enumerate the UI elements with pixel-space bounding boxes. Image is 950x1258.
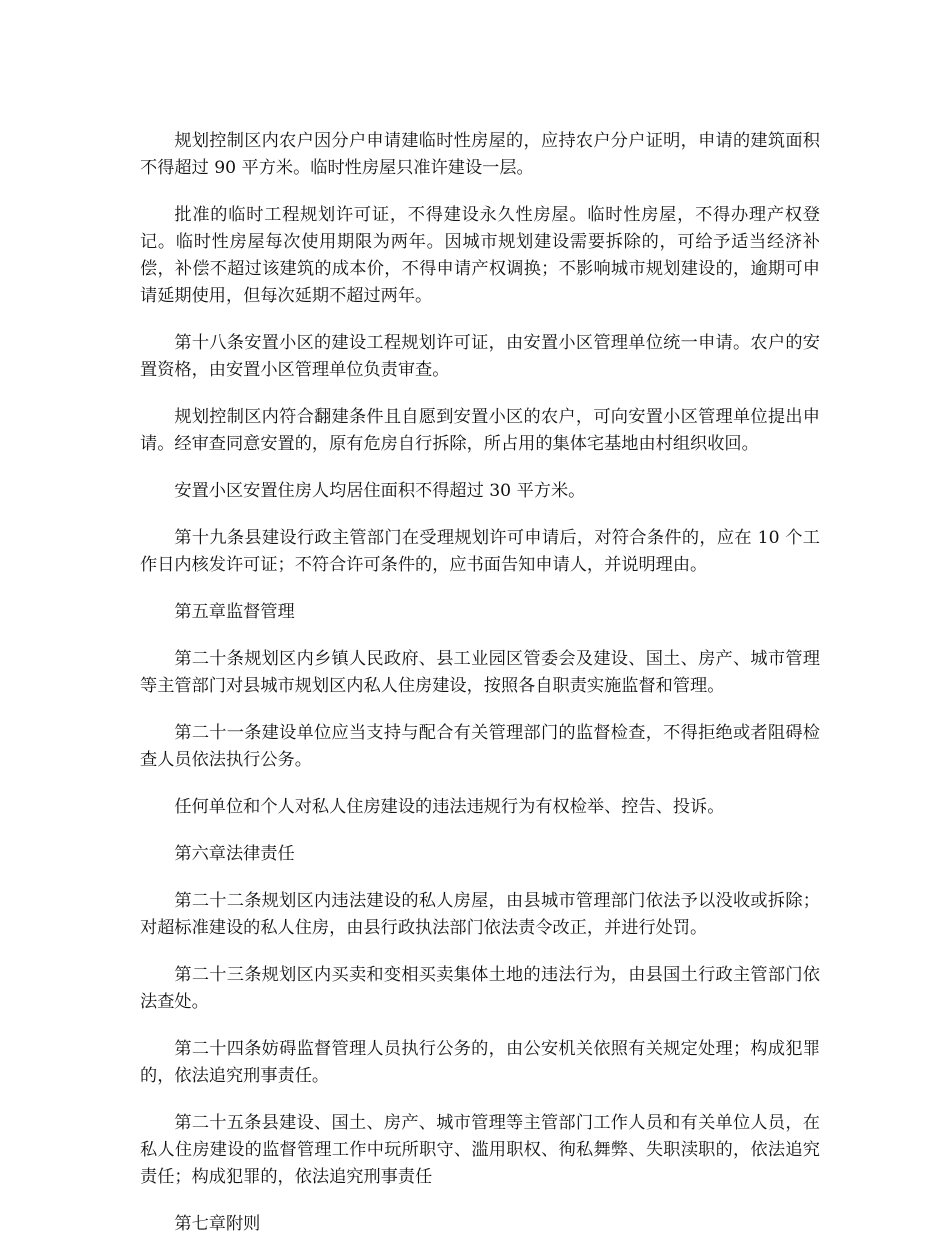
paragraph: 批准的临时工程规划许可证，不得建设永久性房屋。临时性房屋，不得办理产权登记。临时性房屋每次使用期限为两年。因城市规划建设需要拆除的，可给予适当经济补偿，补偿不超过该建筑的成本价，不得申请产权调换；不影响城市规划建设的，逾期可申请延期使用，但每次延期不超过两年。 [140, 205, 820, 306]
chapter-heading: 第五章监督管理 [174, 602, 295, 622]
paragraph: 第二十三条规划区内买卖和变相买卖集体土地的违法行为，由县国土行政主管部门依法查处。 [140, 965, 820, 1012]
paragraph: 第十九条县建设行政主管部门在受理规划许可申请后，对符合条件的，应在 10 个工作日内核发许可证；不符合许可条件的，应书面告知申请人，并说明理由。 [140, 528, 820, 575]
paragraph: 规划控制区内农户因分户申请建临时性房屋的，应持农户分户证明，申请的建筑面积不得超过 90 平方米。临时性房屋只准许建设一层。 [140, 131, 820, 178]
paragraph: 安置小区安置住房人均居住面积不得超过 30 平方米。 [174, 481, 586, 501]
paragraph: 第二十四条妨碍监督管理人员执行公务的，由公安机关依照有关规定处理；构成犯罪的，依法追究刑事责任。 [140, 1039, 820, 1086]
paragraph: 第二十五条县建设、国土、房产、城市管理等主管部门工作人员和有关单位人员，在私人住房建设的监督管理工作中玩所职守、滥用职权、徇私舞弊、失职渎职的，依法追究责任；构成犯罪的，依法追究刑事责任 [140, 1113, 820, 1187]
paragraph: 规划控制区内符合翻建条件且自愿到安置小区的农户，可向安置小区管理单位提出申请。经审查同意安置的，原有危房自行拆除，所占用的集体宅基地由村组织收回。 [140, 407, 820, 454]
chapter-heading: 第七章附则 [174, 1214, 261, 1234]
paragraph: 第二十条规划区内乡镇人民政府、县工业园区管委会及建设、国土、房产、城市管理等主管部门对县城市规划区内私人住房建设，按照各自职责实施监督和管理。 [140, 649, 820, 696]
document-body [140, 128, 820, 1258]
paragraph: 第二十一条建设单位应当支持与配合有关管理部门的监督检查，不得拒绝或者阻碍检查人员依法执行公务。 [140, 723, 820, 770]
paragraph: 第十八条安置小区的建设工程规划许可证，由安置小区管理单位统一申请。农户的安置资格，由安置小区管理单位负责审查。 [140, 333, 820, 380]
paragraph: 第二十二条规划区内违法建设的私人房屋，由县城市管理部门依法予以没收或拆除；对超标准建设的私人住房，由县行政执法部门依法责令改正，并进行处罚。 [140, 891, 820, 938]
paragraph: 任何单位和个人对私人住房建设的违法违规行为有权检举、控告、投诉。 [174, 797, 725, 817]
chapter-heading: 第六章法律责任 [174, 844, 295, 864]
